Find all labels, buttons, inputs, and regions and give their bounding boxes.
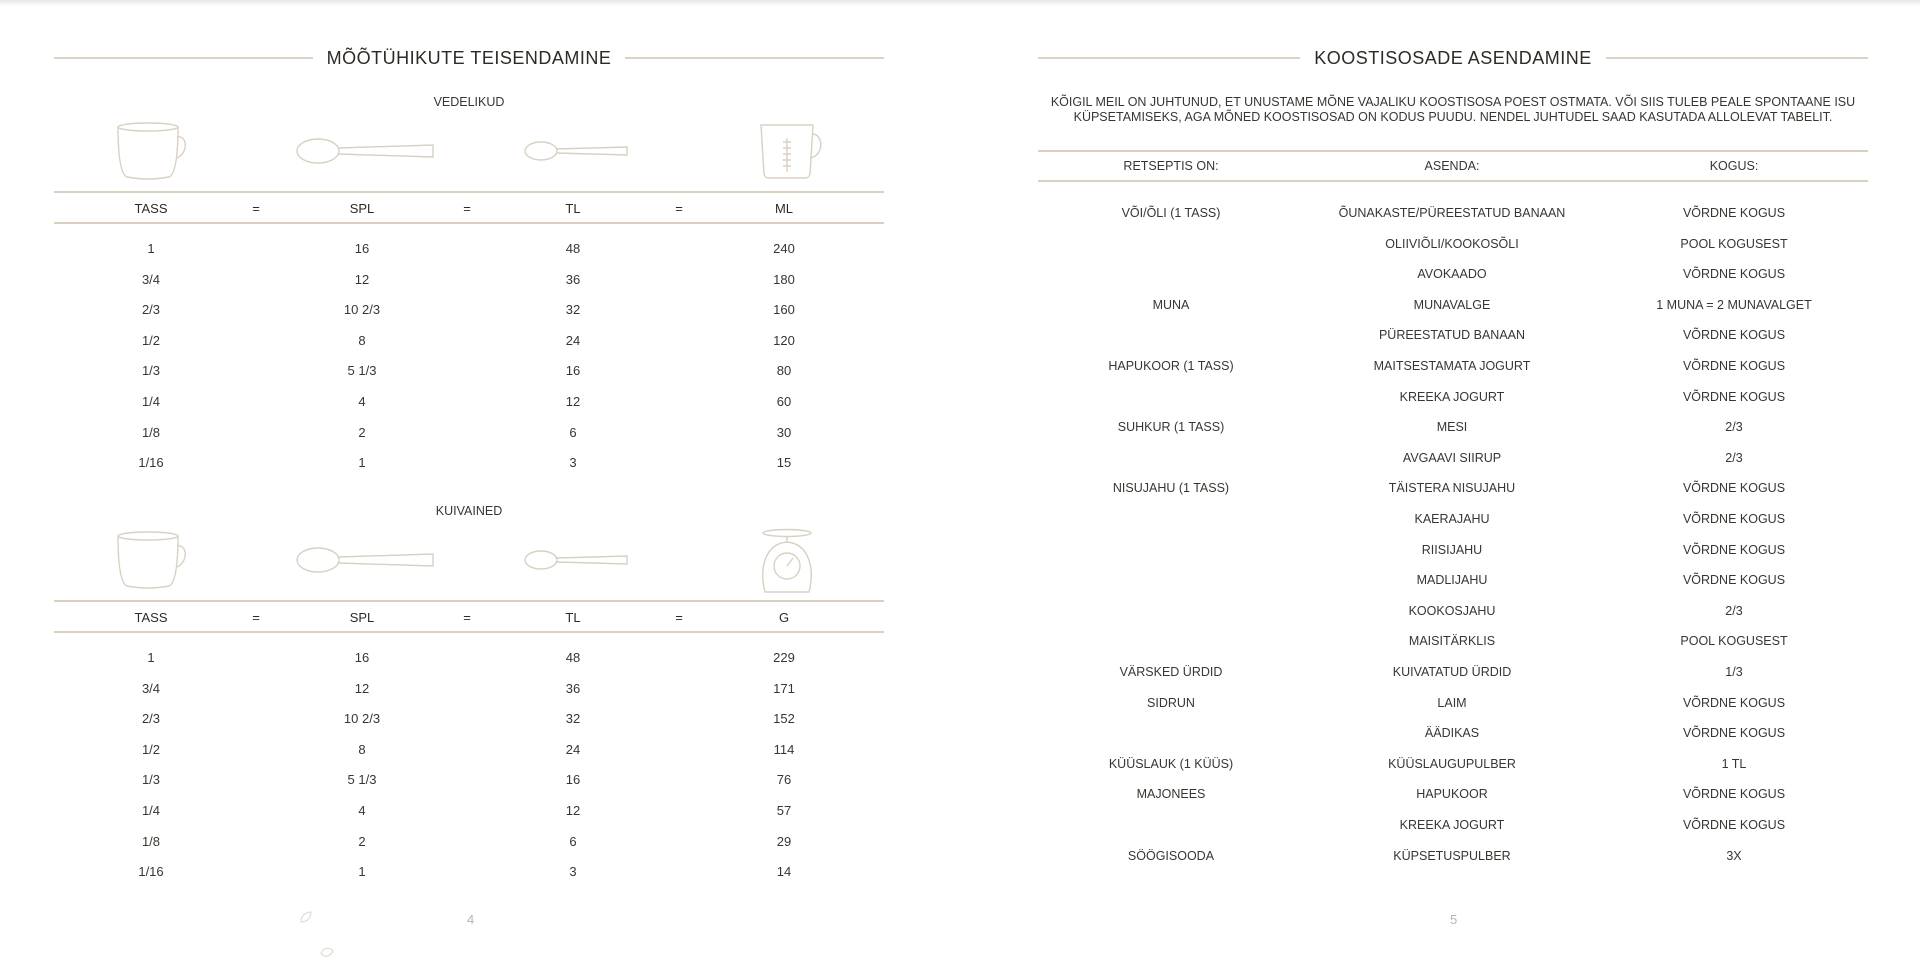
table-cell: 4 <box>358 394 366 409</box>
table-cell: 1 <box>358 455 366 471</box>
table-row <box>54 801 884 821</box>
table-cell: 120 <box>773 332 795 348</box>
table-row <box>1038 631 1868 651</box>
table-row <box>54 300 884 320</box>
table-cell: 5 1/3 <box>347 772 377 788</box>
equals-sign: = <box>463 201 471 216</box>
table-cell: VÕRDNE KOGUS <box>1682 389 1786 404</box>
table-row <box>1038 662 1868 682</box>
table-cell: VÕRDNE KOGUS <box>1682 695 1786 710</box>
table-cell: MUNA <box>1152 297 1190 312</box>
table-cell: 36 <box>565 680 581 696</box>
table-row <box>1038 509 1868 529</box>
table-cell: 1/4 <box>141 394 161 409</box>
table-cell: KOOKOSJAHU <box>1408 603 1496 618</box>
table-cell: 76 <box>776 772 792 788</box>
substitution-header-bottom-rule <box>1038 180 1868 182</box>
table-cell: 48 <box>565 650 581 665</box>
table-cell: HAPUKOOR (1 TASS) <box>1108 359 1234 373</box>
table-cell: VÕRDNE KOGUS <box>1682 481 1786 496</box>
table-row <box>1038 815 1868 835</box>
table-cell: KUIVATATUD ÜRDID <box>1392 665 1512 679</box>
table-cell: 152 <box>773 711 795 727</box>
table-cell: 16 <box>354 650 370 665</box>
table-row <box>54 270 884 290</box>
table-cell: 1/8 <box>141 833 161 849</box>
table-cell: OLIIVIÕLI/KOOKOSÕLI <box>1385 236 1519 251</box>
intro-paragraph <box>1038 95 1868 125</box>
liquids-header-row <box>54 199 884 219</box>
table-row <box>54 239 884 259</box>
page-number: 4 <box>467 912 475 927</box>
table-cell: MAJONEES <box>1136 787 1206 802</box>
header-cell: G <box>778 610 790 625</box>
table-cell: 1/8 <box>141 424 161 440</box>
table-cell: POOL KOGUSEST <box>1680 634 1788 649</box>
table-cell: SÖÖGISOODA <box>1127 848 1215 863</box>
teaspoon-icon <box>524 140 628 162</box>
table-cell: 1 TL <box>1721 756 1747 771</box>
table-cell: VÕRDNE KOGUS <box>1682 818 1786 832</box>
table-cell: ÕUNAKASTE/PÜREESTATUD BANAAN <box>1338 206 1566 220</box>
table-cell: 2 <box>358 424 366 440</box>
table-cell: 1/3 <box>141 772 161 788</box>
table-cell: AVOKAADO <box>1417 267 1487 282</box>
table-cell: 57 <box>776 803 792 818</box>
table-cell: 240 <box>773 241 795 256</box>
table-row <box>1038 356 1868 376</box>
table-cell: KÜÜSLAUGUPULBER <box>1388 756 1516 771</box>
cup-icon <box>117 531 187 589</box>
table-cell: 6 <box>569 424 577 440</box>
title-rule-left <box>54 57 313 59</box>
table-row <box>1038 295 1868 315</box>
header-cell: ML <box>774 201 794 216</box>
leaf-icon <box>319 946 335 963</box>
equals-sign: = <box>252 201 260 216</box>
table-cell: 36 <box>565 271 581 287</box>
liquids-header-top-rule <box>54 191 884 193</box>
dry-header-bottom-rule <box>54 631 884 633</box>
table-cell: 8 <box>358 741 366 757</box>
table-cell: 114 <box>773 741 795 757</box>
table-cell: 12 <box>354 680 370 696</box>
leaf-icon <box>299 910 313 929</box>
equals-sign: = <box>252 610 260 625</box>
table-cell: KREEKA JOGURT <box>1399 818 1505 832</box>
header-cell: ASENDA: <box>1424 159 1480 173</box>
table-cell: VÕRDNE KOGUS <box>1682 726 1786 741</box>
table-cell: HAPUKOOR <box>1416 787 1488 802</box>
table-row <box>54 832 884 852</box>
table-cell: VÕRDNE KOGUS <box>1682 359 1786 373</box>
table-cell: 30 <box>776 424 792 440</box>
table-row <box>1038 570 1868 590</box>
table-cell: RIISIJAHU <box>1421 542 1483 557</box>
dry-section-title: KUIVAINED <box>435 504 503 518</box>
tablespoon-icon <box>296 136 434 166</box>
table-cell: VÕRDNE KOGUS <box>1682 573 1786 588</box>
dry-header-row <box>54 608 884 628</box>
cup-icon <box>117 122 187 180</box>
table-row <box>54 709 884 729</box>
table-cell: VÕRDNE KOGUS <box>1682 542 1786 557</box>
table-cell: 15 <box>776 455 792 471</box>
table-row <box>1038 784 1868 804</box>
table-cell: 10 2/3 <box>343 302 381 318</box>
table-cell: KÜPSETUSPULBER <box>1393 848 1511 863</box>
table-cell: 80 <box>776 363 792 379</box>
table-cell: MESI <box>1436 420 1468 435</box>
intro-line: KÜPSETAMISEKS, AGA MÕNED KOOSTISOSAD ON KODUS PUUDU. NENDEL JUHTUDEL SAAD KASUTADA ALLOLEVAT TABELIT. <box>1073 110 1833 124</box>
table-cell: 3/4 <box>141 680 161 696</box>
table-cell: LAIM <box>1437 695 1467 710</box>
table-cell: 12 <box>565 394 581 409</box>
table-cell: 171 <box>773 680 795 696</box>
table-cell: 2/3 <box>1725 420 1743 435</box>
header-cell: TL <box>565 201 581 216</box>
table-cell: 1 <box>358 864 366 880</box>
table-row <box>54 331 884 351</box>
table-row <box>1038 846 1868 866</box>
table-cell: 48 <box>565 241 581 256</box>
header-cell: SPL <box>349 201 375 216</box>
intro-line: KÕIGIL MEIL ON JUHTUNUD, ET UNUSTAME MÕNE VAJALIKU KOOSTISOSA POEST OSTMATA. VÕI SIIS TULEB PEALE SPONTAANE ISU <box>1050 95 1856 109</box>
table-cell: 6 <box>569 833 577 849</box>
table-row <box>1038 723 1868 743</box>
dry-header-top-rule <box>54 600 884 602</box>
table-cell: 16 <box>565 363 581 379</box>
table-cell: 3 <box>569 455 577 471</box>
table-cell: VÄRSKED ÜRDID <box>1119 665 1223 679</box>
table-cell: POOL KOGUSEST <box>1680 236 1788 251</box>
conversion-title-row <box>54 46 884 70</box>
table-cell: 3 <box>569 864 577 880</box>
table-cell: 12 <box>354 271 370 287</box>
liquids-header-bottom-rule <box>54 222 884 224</box>
liquids-section-title: VEDELIKUD <box>433 95 505 109</box>
table-cell: 229 <box>773 650 795 665</box>
table-cell: VÕRDNE KOGUS <box>1682 267 1786 282</box>
table-cell: MUNAVALGE <box>1413 297 1491 312</box>
table-row <box>1038 693 1868 713</box>
table-cell: VÕRDNE KOGUS <box>1682 328 1786 343</box>
table-cell: ÄÄDIKAS <box>1424 726 1480 741</box>
substitution-header-top-rule <box>1038 150 1868 152</box>
table-cell: VÕRDNE KOGUS <box>1682 206 1786 220</box>
table-cell: 1/4 <box>141 803 161 818</box>
table-cell: KÜÜSLAUK (1 KÜÜS) <box>1108 756 1234 771</box>
header-cell: TASS <box>134 610 168 625</box>
table-cell: 1/16 <box>138 455 164 471</box>
header-cell: TL <box>565 610 581 625</box>
table-cell: 1/2 <box>141 741 161 757</box>
table-cell: 3X <box>1726 848 1742 863</box>
table-cell: PÜREESTATUD BANAAN <box>1378 328 1526 343</box>
table-cell: 2 <box>358 833 366 849</box>
table-cell: 3/4 <box>141 271 161 287</box>
table-cell: 2/3 <box>141 302 161 318</box>
table-cell: TÄISTERA NISUJAHU <box>1388 481 1516 496</box>
table-cell: SIDRUN <box>1147 695 1195 710</box>
table-row <box>1038 478 1868 498</box>
header-cell: TASS <box>134 201 168 216</box>
table-cell: KREEKA JOGURT <box>1399 389 1505 404</box>
table-cell: AVGAAVI SIIRUP <box>1402 450 1502 465</box>
page-right <box>1038 0 1868 963</box>
table-row <box>1038 203 1868 223</box>
header-cell: SPL <box>349 610 375 625</box>
table-row <box>1038 325 1868 345</box>
page-title: MÕÕTÜHIKUTE TEISENDAMINE <box>326 47 612 68</box>
table-cell: 1/2 <box>141 332 161 348</box>
table-row <box>54 862 884 882</box>
title-rule-right <box>625 57 884 59</box>
table-cell: 12 <box>565 803 581 818</box>
page-number: 5 <box>1450 912 1458 927</box>
table-cell: 180 <box>773 271 795 287</box>
header-cell: KOGUS: <box>1709 159 1759 173</box>
table-cell: KAERAJAHU <box>1414 512 1490 526</box>
measuring-jug-icon <box>758 122 822 180</box>
header-cell: RETSEPTIS ON: <box>1123 159 1219 173</box>
table-row <box>54 453 884 473</box>
table-row <box>1038 601 1868 621</box>
table-cell: 1 MUNA = 2 MUNAVALGET <box>1656 297 1812 312</box>
table-row <box>1038 448 1868 468</box>
table-cell: 1/3 <box>1725 665 1743 679</box>
table-cell: SUHKUR (1 TASS) <box>1117 420 1225 435</box>
title-rule-right <box>1606 57 1868 59</box>
table-cell: 32 <box>565 711 581 727</box>
table-cell: 160 <box>773 302 795 318</box>
table-row <box>1038 417 1868 437</box>
table-row <box>54 423 884 443</box>
table-cell: 60 <box>776 394 792 409</box>
table-row <box>1038 754 1868 774</box>
table-cell: VÕI/ÕLI (1 TASS) <box>1121 206 1221 220</box>
table-row <box>1038 264 1868 284</box>
table-row <box>54 648 884 668</box>
table-cell: 16 <box>565 772 581 788</box>
table-cell: 32 <box>565 302 581 318</box>
equals-sign: = <box>675 201 683 216</box>
equals-sign: = <box>675 610 683 625</box>
table-row <box>54 361 884 381</box>
table-cell: 29 <box>776 833 792 849</box>
tablespoon-icon <box>296 545 434 575</box>
page-left <box>54 0 884 963</box>
table-cell: MADLIJAHU <box>1416 573 1488 588</box>
table-row <box>54 392 884 412</box>
table-row <box>54 679 884 699</box>
table-cell: 1/16 <box>138 864 164 880</box>
table-cell: VÕRDNE KOGUS <box>1682 787 1786 802</box>
table-cell: 1 <box>147 650 155 665</box>
table-cell: 10 2/3 <box>343 711 381 727</box>
table-cell: 1 <box>147 241 155 256</box>
teaspoon-icon <box>524 549 628 571</box>
kitchen-scale-icon <box>759 528 815 594</box>
table-cell: 4 <box>358 803 366 818</box>
table-cell: 16 <box>354 241 370 256</box>
table-cell: VÕRDNE KOGUS <box>1682 512 1786 526</box>
table-cell: 1/3 <box>141 363 161 379</box>
table-cell: 2/3 <box>1725 603 1743 618</box>
table-row <box>1038 387 1868 407</box>
table-cell: MAITSESTAMATA JOGURT <box>1373 359 1531 373</box>
table-cell: 2/3 <box>141 711 161 727</box>
title-rule-left <box>1038 57 1300 59</box>
table-row <box>1038 234 1868 254</box>
table-row <box>1038 540 1868 560</box>
table-cell: MAISITÄRKLIS <box>1408 634 1496 649</box>
table-row <box>54 770 884 790</box>
table-cell: 5 1/3 <box>347 363 377 379</box>
table-cell: 8 <box>358 332 366 348</box>
substitution-title-row <box>1038 46 1868 70</box>
table-cell: 14 <box>776 864 792 880</box>
table-row <box>54 740 884 760</box>
table-cell: NISUJAHU (1 TASS) <box>1112 481 1230 496</box>
table-cell: 24 <box>565 332 581 348</box>
table-cell: 2/3 <box>1725 450 1743 465</box>
equals-sign: = <box>463 610 471 625</box>
table-cell: 24 <box>565 741 581 757</box>
substitution-header-row <box>1038 156 1868 176</box>
page-title: KOOSTISOSADE ASENDAMINE <box>1314 47 1592 68</box>
